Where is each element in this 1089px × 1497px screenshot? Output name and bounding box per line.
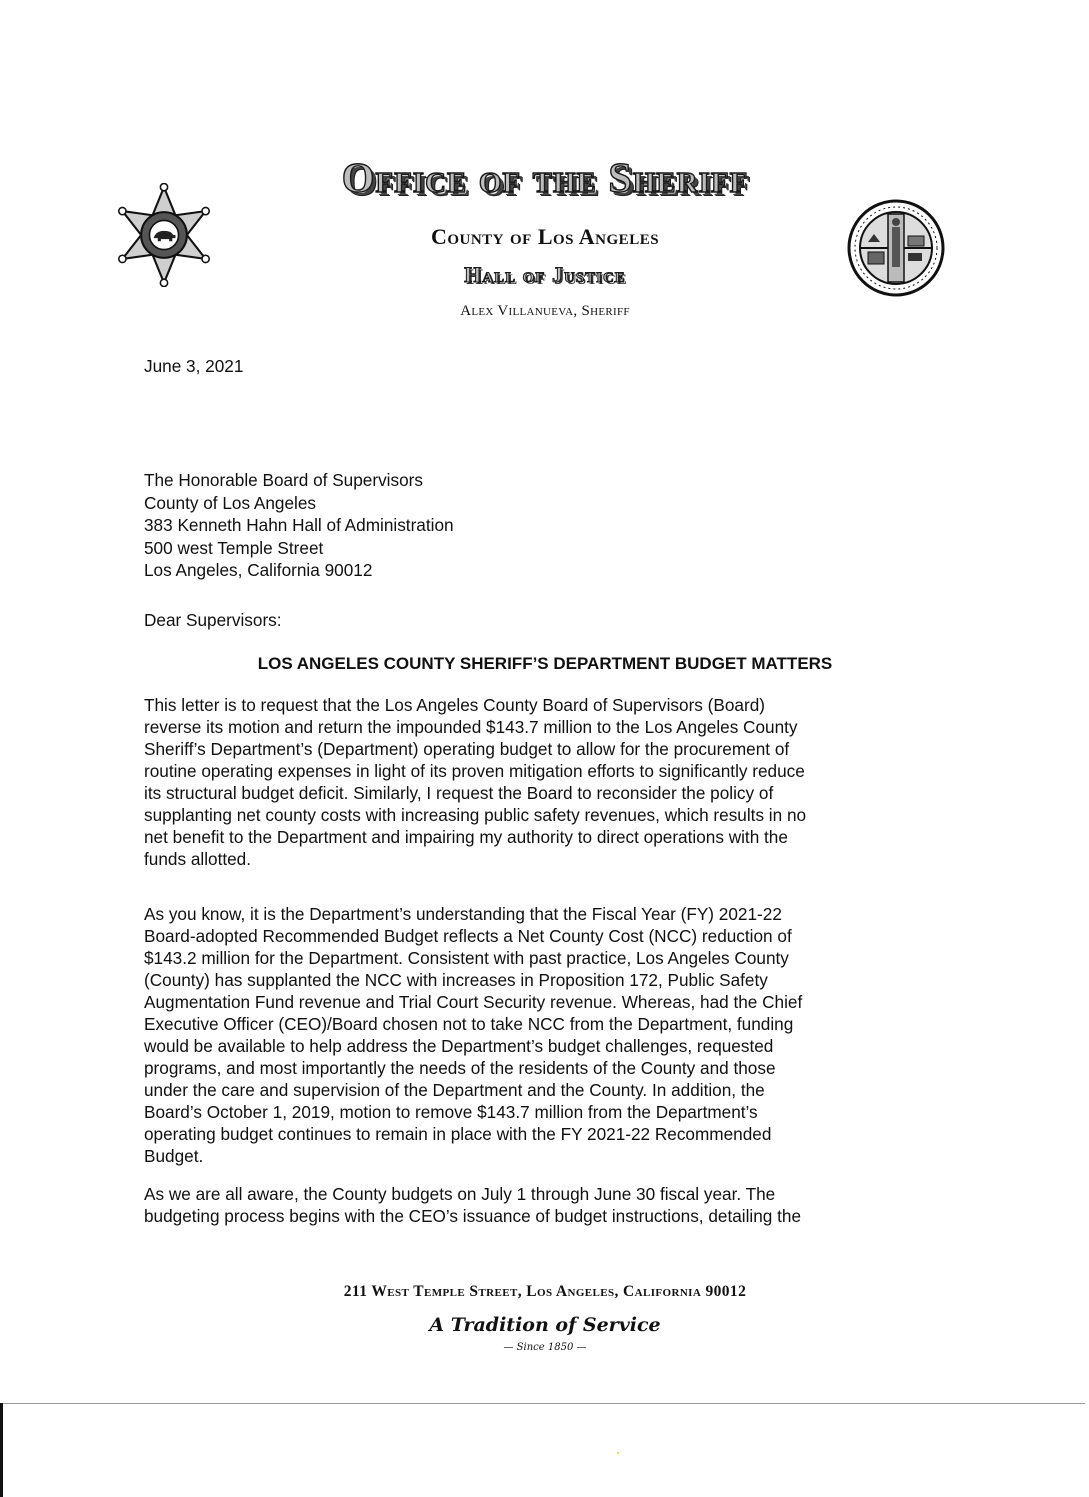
- scan-edge: [0, 1403, 3, 1497]
- recipient-line: 500 west Temple Street: [144, 537, 324, 558]
- county-title: County of Los Angeles: [430, 224, 660, 249]
- paragraph-line: under the care and supervision of the Department and the County. In addition, the: [144, 1080, 765, 1100]
- paragraph-line: This letter is to request that the Los Angeles County Board of Supervisors (Board): [144, 695, 765, 715]
- recipient-line: Los Angeles, California 90012: [144, 560, 373, 580]
- paragraph-line: routine operating expenses in light of its proven mitigation efforts to significantly reduce: [144, 761, 805, 781]
- hall-of-justice-title: Hall of Justice: [464, 262, 626, 287]
- recipient-line: County of Los Angeles: [144, 492, 316, 513]
- paragraph-line: Budget.: [144, 1146, 204, 1166]
- county-seal-icon: [846, 198, 946, 298]
- footer-address: 211 West Temple Street, Los Angeles, California 90012: [343, 1283, 747, 1300]
- paragraph-line: As we are all aware, the County budgets on July 1 through June 30 fiscal year. The: [144, 1184, 776, 1204]
- footer-motto: A Tradition of Service: [429, 1314, 661, 1336]
- body-paragraph-2: [144, 903, 802, 1167]
- paragraph-line: Augmentation Fund revenue and Trial Court Security revenue. Whereas, had the Chief: [144, 992, 803, 1012]
- page-break-divider: [0, 1403, 1085, 1404]
- scan-speck: [617, 1452, 619, 1454]
- paragraph-line: funds allotted.: [144, 849, 252, 869]
- recipient-line: 383 Kenneth Hahn Hall of Administration: [144, 515, 454, 535]
- paragraph-line: reverse its motion and return the impounded $143.7 million to the Los Angeles County: [144, 717, 798, 737]
- paragraph-line: Board-adopted Recommended Budget reflects a Net County Cost (NCC) reduction of: [144, 926, 792, 946]
- office-title: Office of the Sheriff: [341, 156, 749, 202]
- paragraph-line: budgeting process begins with the CEO’s issuance of budget instructions, detailing the: [144, 1206, 802, 1226]
- paragraph-line: operating budget continues to remain in place with the FY 2021-22 Recommended: [144, 1124, 772, 1144]
- paragraph-line: programs, and most importantly the needs of the residents of the County and those: [144, 1058, 776, 1078]
- paragraph-line: net benefit to the Department and impairing my authority to direct operations with the: [144, 827, 788, 847]
- subject-heading: LOS ANGELES COUNTY SHERIFF’S DEPARTMENT BUDGET MATTERS: [257, 654, 833, 673]
- paragraph-line: (County) has supplanted the NCC with increases in Proposition 172, Public Safety: [144, 970, 768, 990]
- paragraph-line: As you know, it is the Department’s understanding that the Fiscal Year (FY) 2021-22: [144, 904, 782, 924]
- body-paragraph-3: [144, 1183, 801, 1227]
- sheriff-name-line: Alex Villanueva, Sheriff: [460, 303, 630, 319]
- recipient-line: The Honorable Board of Supervisors: [144, 470, 423, 490]
- paragraph-line: Executive Officer (CEO)/Board chosen not to take NCC from the Department, funding: [144, 1014, 794, 1034]
- paragraph-line: Sheriff’s Department’s (Department) operating budget to allow for the procurement of: [144, 739, 790, 759]
- paragraph-line: would be available to help address the Department’s budget challenges, requested: [144, 1036, 774, 1056]
- paragraph-line: its structural budget deficit. Similarly, I request the Board to reconsider the policy of: [144, 783, 774, 803]
- paragraph-line: $143.2 million for the Department. Consistent with past practice, Los Angeles County: [144, 948, 789, 968]
- body-paragraph-1: [144, 694, 806, 870]
- salutation: Dear Supervisors:: [144, 610, 282, 630]
- paragraph-line: supplanting net county costs with increasing public safety revenues, which results in no: [144, 805, 807, 825]
- paragraph-line: Board’s October 1, 2019, motion to remove $143.7 million from the Department’s: [144, 1102, 758, 1122]
- letter-date: June 3, 2021: [144, 356, 244, 376]
- footer-since: — Since 1850 —: [503, 1342, 587, 1353]
- sheriff-star-badge-icon: [112, 183, 216, 287]
- recipient-address: [144, 469, 454, 582]
